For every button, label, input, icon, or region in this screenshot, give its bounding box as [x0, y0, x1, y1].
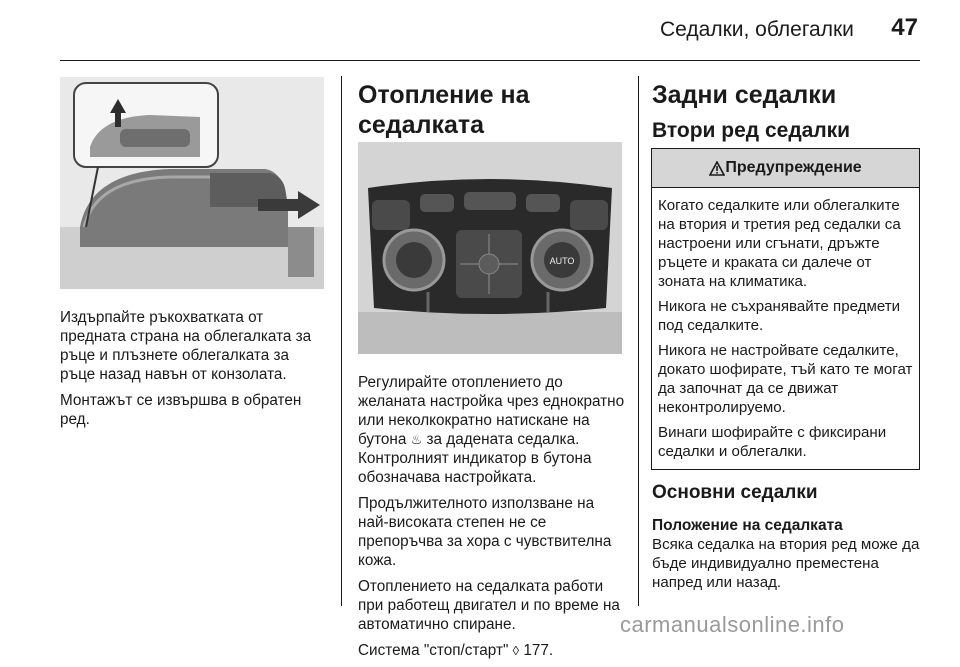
seat-heating-paragraph-4: Система "стоп/старт" ◊ 177.	[358, 642, 554, 659]
watermark: carmanualsonline.info	[620, 612, 845, 637]
right-column	[652, 80, 922, 144]
column-divider-left	[341, 76, 342, 606]
rear-seats-heading: Задни седалки	[652, 81, 837, 109]
page-reference-link[interactable]: 177.	[523, 642, 554, 659]
left-column	[60, 77, 326, 436]
page-header-title: Седалки, облегалки	[660, 18, 854, 41]
seat-heating-paragraph-2: Продължителното използване на най-високата степен не се препоръчва за хора с чувствителна кожа.	[358, 495, 612, 569]
climate-control-panel-illustration	[358, 142, 622, 354]
middle-column	[358, 80, 626, 667]
seat-heating-heading: Отопление на седалката	[358, 81, 530, 139]
right-column-lower	[652, 480, 922, 592]
seat-heating-paragraph-1: Регулирайте отоплението до желаната настройка чрез еднократно или неколкократно натискане на бутона ♨ за дадената седалка. Контролният индикатор в бутона обозначава настройката.	[358, 374, 625, 486]
warning-paragraph-4: Винаги шофирайте с фиксирани седалки и облегалки.	[658, 424, 887, 460]
page-number: 47	[891, 14, 918, 41]
warning-paragraph-1: Когато седалките или облегалките на втория и третия ред седалки са настроени или сгънати, дръжте ръцете и краката си далече от зоната на климатика.	[658, 197, 901, 290]
page-reference-icon: ◊	[512, 643, 520, 658]
seat-position-heading: Положение на седалката	[652, 517, 843, 534]
warning-box	[651, 148, 920, 470]
column-divider-right	[638, 76, 639, 606]
warning-header	[652, 149, 919, 188]
warning-triangle-icon	[709, 161, 725, 176]
left-paragraph-1: Издърпайте ръкохватката от предната страна на облегалката за ръце и плъзнете облегалката за ръце назад навън от конзолата.	[60, 309, 312, 383]
warning-body	[652, 188, 919, 461]
second-row-heading: Втори ред седалки	[652, 119, 851, 142]
panel-auto-label: AUTO	[549, 256, 575, 266]
seat-position-paragraph: Всяка седалка на втория ред може да бъде индивидуално преместена напред или назад.	[652, 536, 920, 591]
warning-title: Предупреждение	[725, 159, 862, 176]
warning-paragraph-2: Никога не съхранявайте предмети под седалките.	[658, 298, 901, 334]
header-rule	[60, 60, 920, 61]
left-paragraph-2: Монтажът се извършва в обратен ред.	[60, 392, 302, 428]
seat-heating-paragraph-3: Отоплението на седалката работи при работещ двигател и по време на автоматично спиране.	[358, 578, 620, 633]
seat-heating-icon: ♨	[410, 432, 423, 447]
warning-paragraph-3: Никога не настройвате седалките, докато шофирате, тъй като те могат да започнат да се движат неконтролируемо.	[658, 342, 913, 416]
armrest-slide-illustration	[60, 77, 324, 289]
main-seats-heading: Основни седалки	[652, 482, 818, 503]
